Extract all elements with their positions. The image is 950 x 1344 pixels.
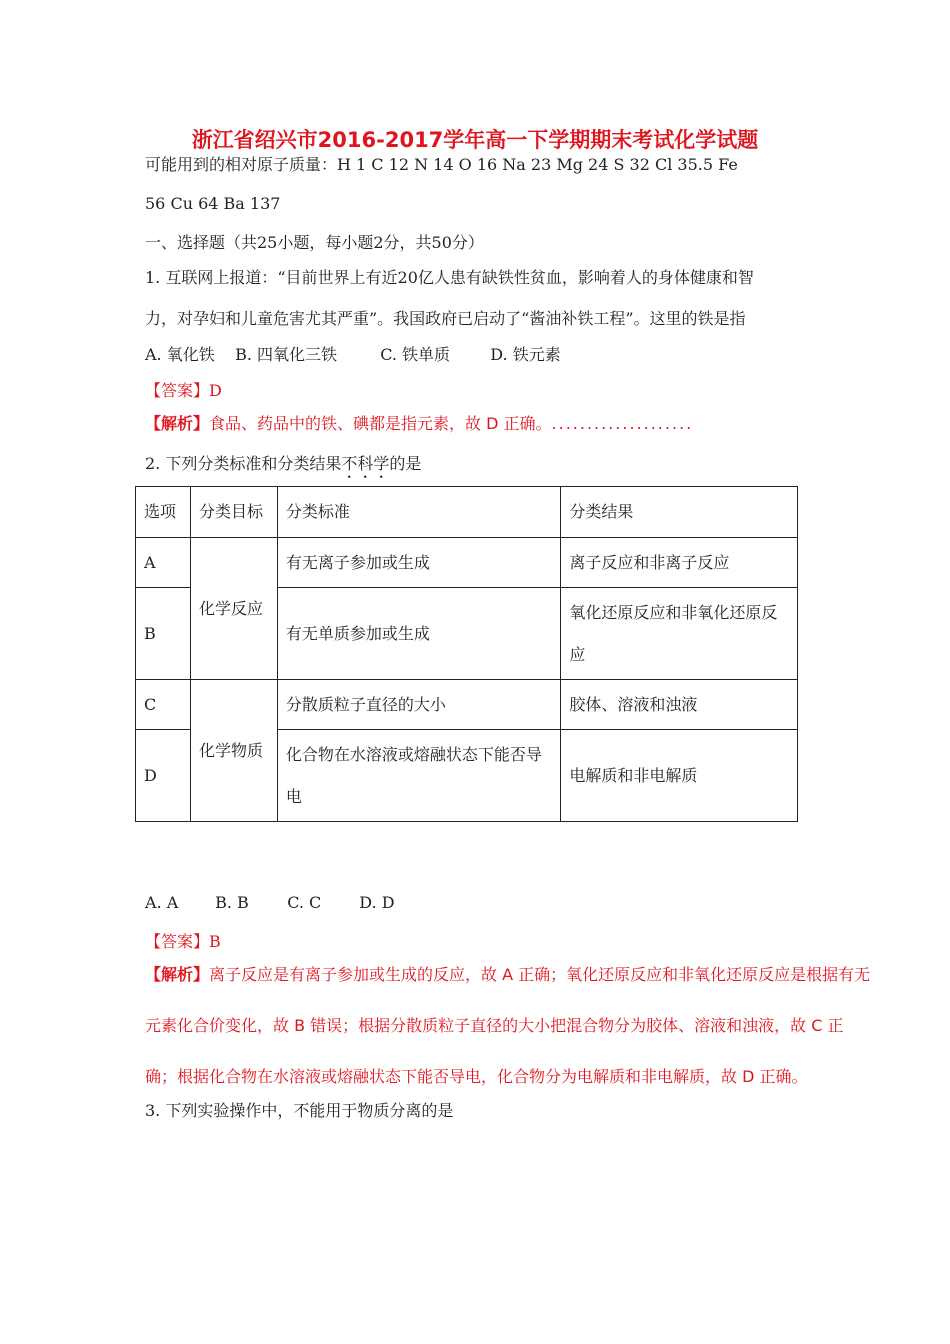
q2-choice-c: C. C [287,893,322,912]
q2-stem-emphasis: 不科学 [341,454,390,473]
q1-choice-b: B. 四氧化三铁 [235,345,338,364]
q1-choice-c: C. 铁单质 [380,345,451,364]
q2-choices [145,893,395,912]
classification-table [135,486,798,822]
atomic-masses-line2: 56 Cu 64 Ba 137 [145,194,281,213]
q2-choice-a: A. A [145,893,179,912]
q2-stem-prefix: 2. 下列分类标准和分类结果 [145,454,342,473]
table-cell-result: 离子反应和非离子反应 [561,538,798,588]
table-cell-standard: 有无单质参加或生成 [277,588,561,680]
table-header: 分类目标 [190,487,277,538]
table-cell-option: D [136,730,191,822]
table-cell-standard: 化合物在水溶液或熔融状态下能否导电 [277,730,561,822]
q2-choice-b: B. B [215,893,249,912]
q1-analysis-label: 【解析】 [145,414,210,433]
q1-stem-line1: 1. 互联网上报道：“目前世界上有近20亿人患有缺铁性贫血，影响着人的身体健康和智 [145,268,754,287]
table-cell-target: 化学物质 [190,680,277,822]
table-cell-option: B [136,588,191,680]
atomic-masses-line1: 可能用到的相对原子质量：H 1 C 12 N 14 O 16 Na 23 Mg 24 S 32 Cl 35.5 Fe [145,155,738,174]
q1-choice-a: A. 氧化铁 [145,345,215,364]
q3-stem: 3. 下列实验操作中，不能用于物质分离的是 [145,1101,454,1120]
table-cell-result: 电解质和非电解质 [561,730,798,822]
table-header: 分类结果 [561,487,798,538]
q1-analysis-dots: .................... [551,414,694,433]
page-title: 浙江省绍兴市2016-2017学年高一下学期期末考试化学试题 [191,128,759,152]
table-cell-target: 化学反应 [190,538,277,680]
q1-analysis [145,411,693,434]
section-heading: 一、选择题（共25小题，每小题2分，共50分） [145,233,484,252]
table-cell-standard: 有无离子参加或生成 [277,538,561,588]
q2-analysis-label: 【解析】 [145,965,210,984]
q2-stem [145,451,421,482]
q2-stem-suffix: 的是 [389,454,422,473]
table-row [136,680,798,730]
q2-answer: 【答案】B [145,932,221,951]
table-cell-standard: 分散质粒子直径的大小 [277,680,561,730]
q2-analysis-line2: 元素化合价变化，故 B 错误；根据分散质粒子直径的大小把混合物分为胶体、溶液和浊液，故 C 正 [145,1016,844,1035]
q1-choices [145,342,561,365]
table-row [136,538,798,588]
table-cell-option: C [136,680,191,730]
q1-answer: 【答案】D [145,381,222,400]
q1-stem-line2: 力，对孕妇和儿童危害尤其严重”。我国政府已启动了“酱油补铁工程”。这里的铁是指 [145,309,746,328]
table-cell-result: 胶体、溶液和浊液 [561,680,798,730]
table-cell-result: 氧化还原反应和非氧化还原反应 [561,588,798,680]
q2-analysis-line1 [145,962,870,985]
q2-analysis-line3: 确；根据化合物在水溶液或熔融状态下能否导电，化合物分为电解质和非电解质，故 D 正确。 [145,1067,808,1086]
table-header: 分类标准 [277,487,561,538]
q1-choice-d: D. 铁元素 [490,345,561,364]
table-header: 选项 [136,487,191,538]
q1-analysis-text: 食品、药品中的铁、碘都是指元素，故 D 正确。 [209,414,552,433]
q2-analysis-text: 离子反应是有离子参加或生成的反应，故 A 正确；氧化还原反应和非氧化还原反应是根据有无 [209,965,871,984]
q2-choice-d: D. D [359,893,395,912]
table-cell-option: A [136,538,191,588]
table-header-row [136,487,798,538]
